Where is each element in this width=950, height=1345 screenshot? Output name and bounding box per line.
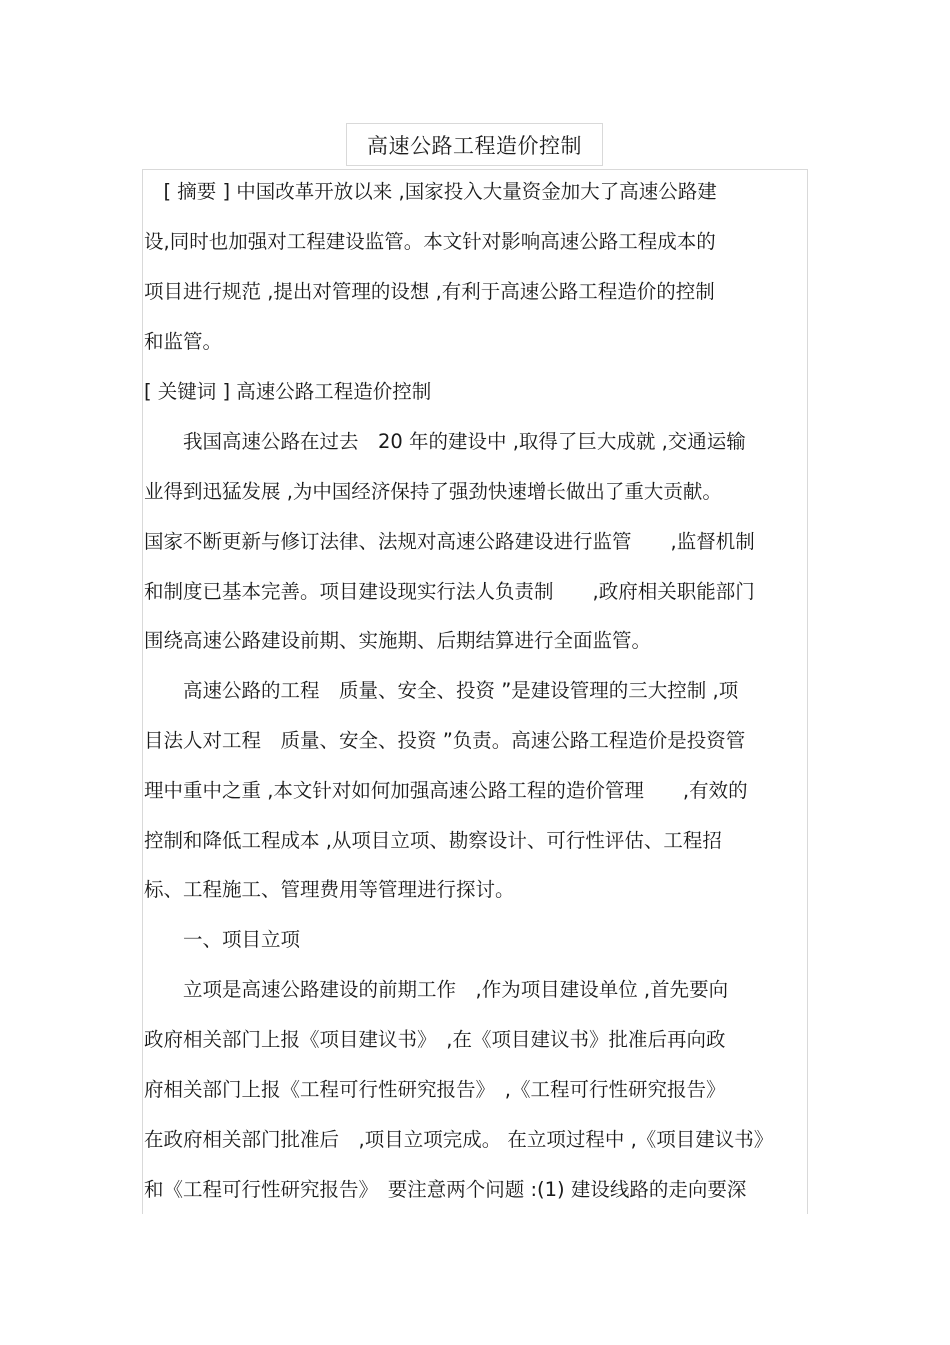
text-line: 我国高速公路在过去 20 年的建设中 ,取得了巨大成就 ,交通运输 <box>144 430 746 453</box>
text-line: 和《工程可行性研究报告》 要注意两个问题 :(1) 建设线路的走向要深 <box>144 1178 747 1201</box>
text-line: 标、工程施工、管理费用等管理进行探讨。 <box>144 878 515 901</box>
text-line: 府相关部门上报《工程可行性研究报告》 ,《工程可行性研究报告》 <box>144 1078 726 1101</box>
frame-left-border <box>142 169 143 1214</box>
text-line: 在政府相关部门批准后 ,项目立项完成。 在立项过程中 ,《项目建议书》 <box>144 1128 774 1151</box>
text-line: 和监管。 <box>144 330 223 353</box>
text-line: 控制和降低工程成本 ,从项目立项、勘察设计、可行性评估、工程招 <box>144 829 722 852</box>
frame-top-border <box>142 169 808 170</box>
text-line: 设,同时也加强对工程建设监管。本文针对影响高速公路工程成本的 <box>144 230 716 253</box>
frame-right-border <box>807 169 808 1214</box>
section-heading: 一、项目立项 <box>144 928 301 951</box>
page-title: 高速公路工程造价控制 <box>367 133 582 158</box>
text-line: 围绕高速公路建设前期、实施期、后期结算进行全面监管。 <box>144 629 652 652</box>
text-line: 目法人对工程 质量、安全、投资 ”负责。高速公路工程造价是投资管 <box>144 729 746 752</box>
text-line: 理中重中之重 ,本文针对如何加强高速公路工程的造价管理 ,有效的 <box>144 779 748 802</box>
text-line: [ 摘要 ] 中国改革开放以来 ,国家投入大量资金加大了高速公路建 <box>144 180 717 203</box>
text-line: 政府相关部门上报《项目建议书》 ,在《项目建议书》批准后再向政 <box>144 1028 726 1051</box>
text-line: 高速公路的工程 质量、安全、投资 ”是建设管理的三大控制 ,项 <box>144 679 739 702</box>
text-line: 业得到迅猛发展 ,为中国经济保持了强劲快速增长做出了重大贡献。 <box>144 480 722 503</box>
text-line: 国家不断更新与修订法律、法规对高速公路建设进行监管 ,监督机制 <box>144 530 755 553</box>
title-box <box>346 123 603 166</box>
text-line: 立项是高速公路建设的前期工作 ,作为项目建设单位 ,首先要向 <box>144 978 729 1001</box>
text-line: 项目进行规范 ,提出对管理的设想 ,有利于高速公路工程造价的控制 <box>144 280 715 303</box>
text-line: 和制度已基本完善。项目建设现实行法人负责制 ,政府相关职能部门 <box>144 580 755 603</box>
text-line: [ 关键词 ] 高速公路工程造价控制 <box>144 380 432 403</box>
